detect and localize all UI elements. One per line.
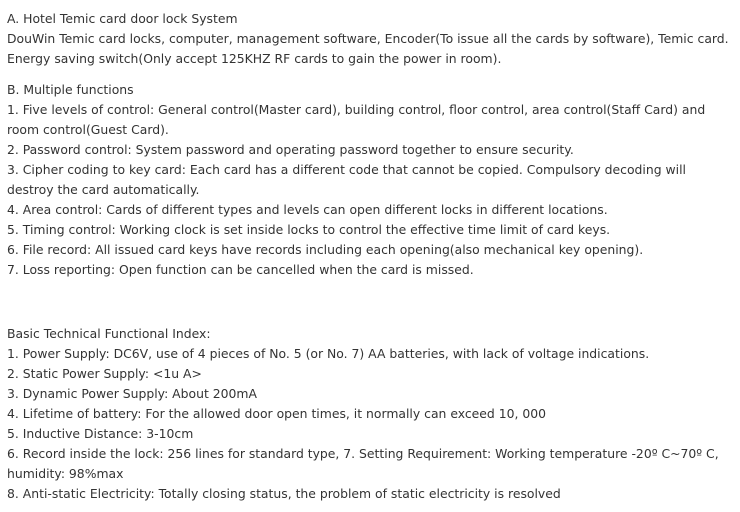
spec-item: 1. Power Supply: DC6V, use of 4 pieces of No. 5 (or No. 7) AA batteries, with lack of voltage indications. [7, 346, 650, 361]
spec-item: 3. Dynamic Power Supply: About 200mA [7, 386, 257, 401]
spec-item: 6. Record inside the lock: 256 lines for standard type, 7. Setting Requirement: Working temperature -20º C~70º C, humidity: 98%max [7, 446, 719, 481]
function-item: 1. Five levels of control: General control(Master card), building control, floor control, area control(Staff Card) and room control(Guest Card). [7, 102, 706, 137]
function-item: 2. Password control: System password and operating password together to ensure security. [7, 142, 574, 157]
function-item: 5. Timing control: Working clock is set inside locks to control the effective time limit of card keys. [7, 222, 611, 237]
section-b-heading: B. Multiple functions [7, 82, 134, 97]
section-a-heading: A. Hotel Temic card door lock System [7, 11, 238, 26]
spec-item: 2. Static Power Supply: <1u A> [7, 366, 202, 381]
section-a-line: DouWin Temic card locks, computer, management software, Encoder(To issue all the cards by software), Temic card. [7, 31, 729, 46]
spec-item: 8. Anti-static Electricity: Totally closing status, the problem of static electricity is resolved [7, 486, 561, 501]
section-c-heading: Basic Technical Functional Index: [7, 326, 211, 341]
paragraph-gap [7, 69, 735, 80]
paragraph-gap [7, 280, 735, 324]
spec-item: 4. Lifetime of battery: For the allowed door open times, it normally can exceed 10, 000 [7, 406, 547, 421]
section-a-line: Energy saving switch(Only accept 125KHZ RF cards to gain the power in room). [7, 51, 502, 66]
document-body [7, 9, 735, 504]
function-item: 6. File record: All issued card keys have records including each opening(also mechanical key opening). [7, 242, 644, 257]
function-item: 3. Cipher coding to key card: Each card has a different code that cannot be copied. Compulsory decoding will destroy the card automatically. [7, 162, 686, 197]
function-item: 7. Loss reporting: Open function can be cancelled when the card is missed. [7, 262, 474, 277]
function-item: 4. Area control: Cards of different types and levels can open different locks in different locations. [7, 202, 608, 217]
spec-item: 5. Inductive Distance: 3-10cm [7, 426, 194, 441]
